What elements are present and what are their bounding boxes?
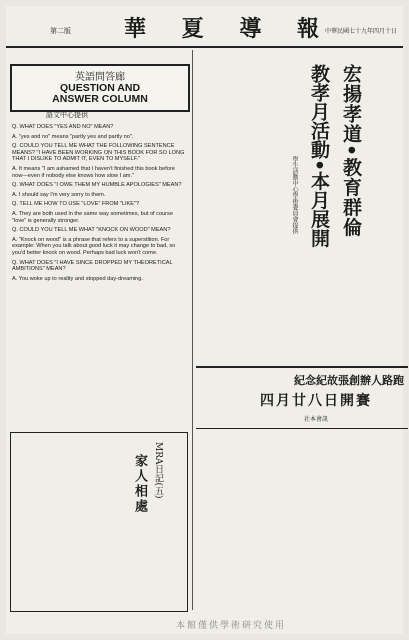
qa-column-header [10,64,190,112]
qa-item: Q. TELL ME HOW TO USE "LOVE" FROM "LIKE"? [12,201,140,208]
qa-item: Q. WHAT DOES "I HAVE SINCE DROPPED MY THEORETICAL AMBITIONS" MEAN? [12,259,173,273]
qa-item: Q. WHAT DOES "I OWE THEM MY HUMBLE APOLOGIES" MEAN? [12,182,182,189]
diary-title: 家人相處 [132,454,147,514]
memorial-byline: 社本會訊 [303,416,328,423]
memorial-headline-2: 四月廿八日開賽 [260,393,372,409]
feature-body-text-lower [202,196,392,356]
qa-body [12,124,186,285]
feature-headline-1: 宏揚孝道•教育群倫 [340,64,362,238]
column-divider [192,50,193,610]
memorial-headline-1: 紀念紀故張創辦人路跑 [294,374,404,387]
diary-subtitle: MRA日記(五) [153,442,163,499]
qa-title-english-2: ANSWER COLUMN [52,93,148,105]
feature-byline: 學生活動中心學術委員會提供 [291,156,298,234]
newspaper-page [6,6,403,634]
qa-provider: 語文中心提供 [46,111,88,119]
qa-item: A. They are both used in the same way sometimes, but of course "love" is generally stronger. [12,210,173,224]
masthead-title: 華 夏 導 報 [124,16,333,42]
watermark: 本館僅供學術研究使用 [176,621,287,631]
qa-title-chinese: 英語問答廊 [75,72,125,83]
qa-item: Q. COULD YOU TELL ME WHAT THE FOLLOWING SENTENCE MEANS? "I HAVE BEEN WORKING ON THIS BOOK FOR SO LONG THAT I DISLIKE TO ADMIT IT, EVEN TO MYSELF." [12,143,185,163]
page-header [6,6,403,48]
issue-date: 中華民國七十九年四月十日 [324,28,397,35]
qa-item: Q. COULD YOU TELL ME WHAT "KNOCK ON WOOD" MEAN? [12,227,171,234]
qa-title-english-1: QUESTION AND [59,82,141,94]
qa-item: A. I should say I'm very sorry to them. [12,191,106,198]
qa-item: A. It means "I am ashamed that I haven't finished this book before now—even if nobody else knows how slow I am." [12,165,175,179]
qa-item: A. "Knock on wood" is a phrase that refers to a superstition. For example: When you talk about good luck it may change to bad, so you'd better knock on wood. Perhaps bad luck won't come. [12,236,176,256]
feature-headline-2: 教孝月活動•本月展開 [308,64,330,248]
qa-item: A. "yes and no" means "partly yes and partly no". [12,133,134,140]
qa-item: A. You woke up to reality and stopped day-dreaming. [12,275,143,282]
page-number: 第二版 [50,27,71,35]
qa-item: Q. WHAT DOES "YES AND NO" MEAN? [12,124,114,130]
memorial-article-header [196,366,408,429]
